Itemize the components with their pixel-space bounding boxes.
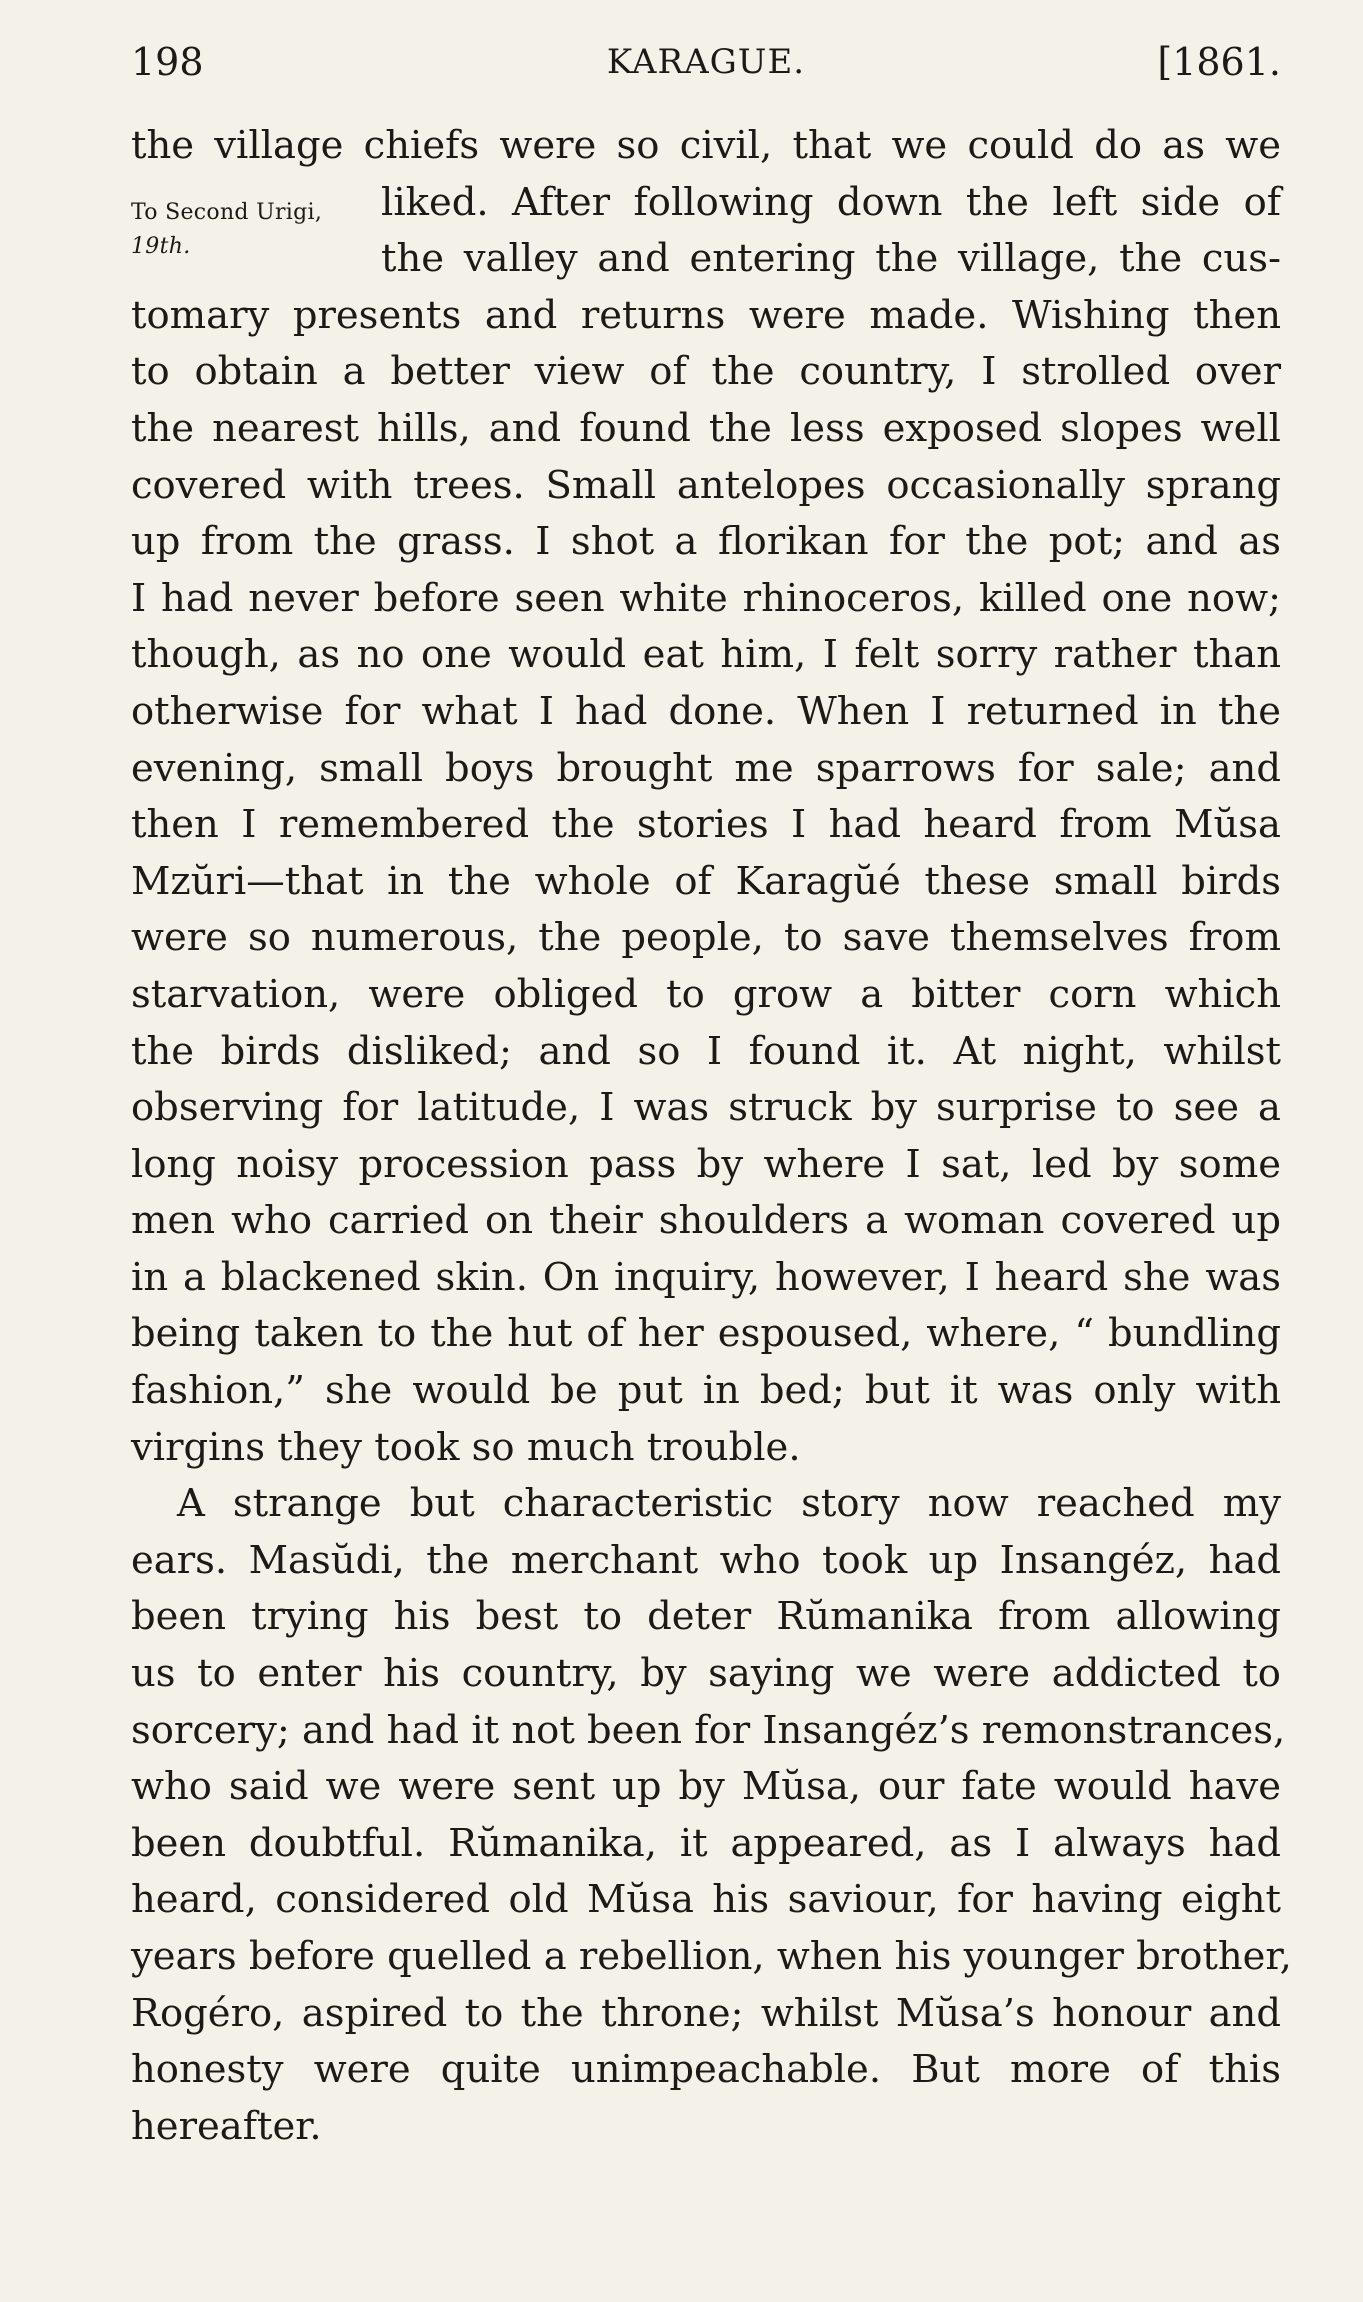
header-year: [1861. (1157, 40, 1281, 84)
text-line: Rogéro, aspired to the throne; whilst Mŭsa’s honour and (131, 1990, 1281, 2036)
text-line: I had never before seen white rhinoceros, killed one now; (131, 575, 1281, 621)
text-line: long noisy procession pass by where I sat, led by some (131, 1141, 1281, 1187)
text-line: us to enter his country, by saying we were addicted to (131, 1651, 1281, 1697)
text-line: fashion,” she would be put in bed; but it was only with (131, 1368, 1281, 1414)
text-line: evening, small boys brought me sparrows for sale; and (131, 745, 1281, 791)
page-header (131, 38, 1281, 86)
text-line: were so numerous, the people, to save themselves from (131, 915, 1281, 961)
text-line: being taken to the hut of her espoused, where, “ bundling (131, 1311, 1281, 1357)
text-line: in a blackened skin. On inquiry, however, I heard she was (131, 1254, 1281, 1300)
text-line: been trying his best to deter Rŭmanika from allowing (131, 1594, 1281, 1640)
text-line: otherwise for what I had done. When I returned in the (131, 688, 1281, 734)
text-line: liked. After following down the left side of (381, 179, 1281, 225)
text-line: who said we were sent up by Mŭsa, our fate would have (131, 1764, 1281, 1810)
text-line: years before quelled a rebellion, when his younger brother, (131, 1934, 1292, 1979)
text-line: Mzŭri—that in the whole of Karagŭé these small birds (131, 858, 1281, 904)
text-line: though, as no one would eat him, I felt sorry rather than (131, 632, 1281, 678)
text-line: starvation, were obliged to grow a bitter corn which (131, 971, 1281, 1017)
page-number: 198 (131, 40, 204, 84)
text-line: covered with trees. Small antelopes occasionally sprang (131, 462, 1281, 508)
text-line: up from the grass. I shot a florikan for the pot; and as (131, 519, 1281, 565)
body-text (131, 118, 1292, 2155)
text-line: the nearest hills, and found the less exposed slopes well (131, 405, 1281, 451)
text-line: sorcery; and had it not been for Insangéz’s remonstrances, (131, 1707, 1286, 1753)
text-line: to obtain a better view of the country, I strolled over (131, 349, 1281, 395)
text-line: tomary presents and returns were made. Wishing then (131, 292, 1281, 338)
text-line: ears. Masŭdi, the merchant who took up Insangéz, had (131, 1537, 1281, 1583)
text-line: men who carried on their shoulders a woman covered up (131, 1198, 1281, 1244)
text-line: then I remembered the stories I had heard from Mŭsa (131, 802, 1281, 848)
running-title: KARAGUE. (606, 42, 806, 82)
text-line: the village chiefs were so civil, that we could do as we (131, 123, 1281, 168)
margin-note-date: 19th. (131, 234, 191, 259)
text-line: A strange but characteristic story now reached my (177, 1481, 1281, 1527)
text-line: observing for latitude, I was struck by surprise to see a (131, 1085, 1281, 1131)
text-line: been doubtful. Rŭmanika, it appeared, as I always had (131, 1820, 1281, 1866)
text-line: the valley and entering the village, the cus- (381, 236, 1281, 282)
text-line: hereafter. (131, 2103, 322, 2149)
text-line: virgins they took so much trouble. (131, 1424, 801, 1470)
margin-note-location: To Second Urigi, (131, 200, 323, 225)
text-line: heard, considered old Mŭsa his saviour, for having eight (131, 1877, 1281, 1923)
text-line: honesty were quite unimpeachable. But more of this (131, 2047, 1281, 2093)
text-line: the birds disliked; and so I found it. At night, whilst (131, 1028, 1281, 1074)
